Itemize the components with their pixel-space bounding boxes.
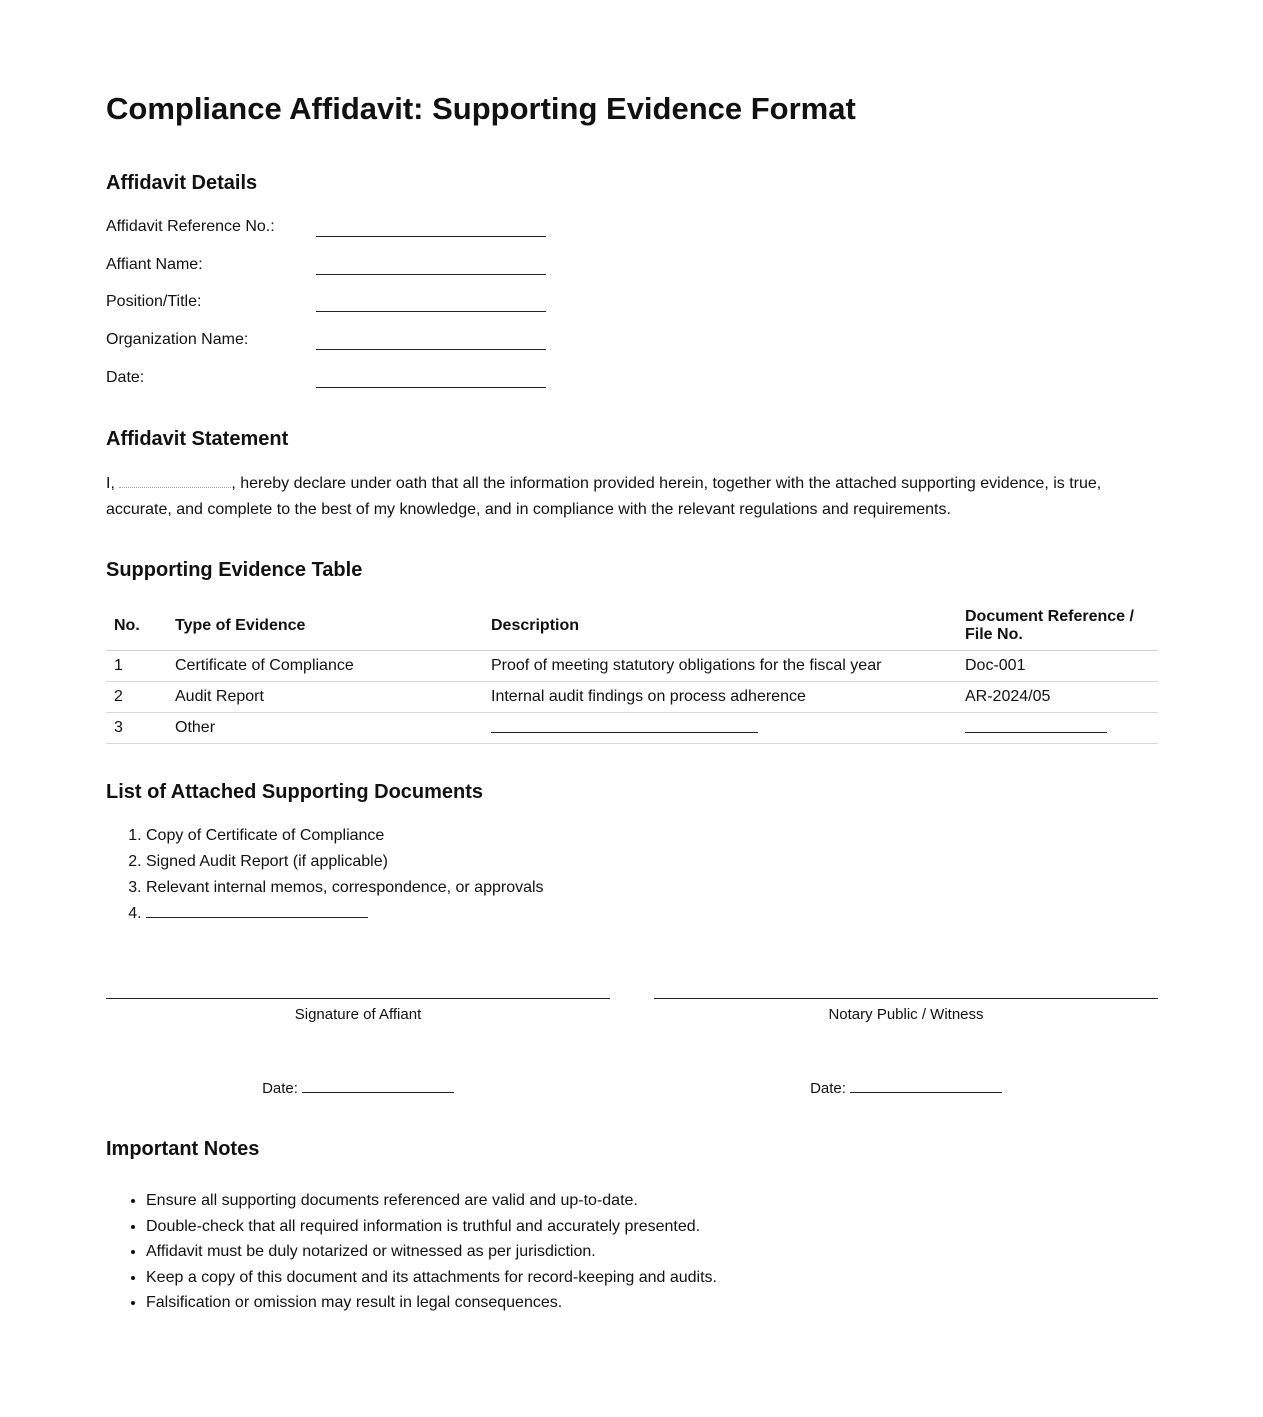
list-item: • Double-check that all required information is truthful and accurately presented.	[146, 1214, 717, 1240]
attached-documents-heading: List of Attached Supporting Documents	[106, 781, 484, 803]
description-blank[interactable]	[491, 718, 758, 733]
list-item	[146, 901, 544, 927]
field-label: Position/Title:	[106, 293, 202, 310]
witness-date-blank[interactable]	[850, 1079, 1002, 1093]
date-label: Date:	[262, 1080, 298, 1097]
column-header-no: No.	[106, 604, 167, 651]
position-title-blank[interactable]	[316, 311, 546, 312]
list-item: 3. Relevant internal memos, correspondence, or approvals	[146, 875, 544, 901]
column-header-description: Description	[483, 604, 957, 651]
statement-prefix: I,	[106, 475, 115, 492]
witness-date	[654, 1079, 1158, 1098]
field-organization-name	[106, 330, 566, 354]
cell-type: Certificate of Compliance	[167, 651, 483, 682]
field-date	[106, 368, 566, 392]
field-label: Affidavit Reference No.:	[106, 218, 275, 235]
table-row	[106, 713, 1158, 744]
field-affiant-name	[106, 255, 566, 279]
table-row	[106, 651, 1158, 682]
witness-signature-block	[654, 998, 1158, 1108]
field-label: Organization Name:	[106, 331, 249, 348]
table-row	[106, 682, 1158, 713]
affiant-signature-block	[106, 998, 610, 1108]
affiant-date-blank[interactable]	[302, 1079, 454, 1093]
affiant-name-inline-blank[interactable]	[119, 473, 231, 488]
evidence-table	[106, 604, 1158, 744]
page-title: Compliance Affidavit: Supporting Evidence Format	[106, 91, 856, 126]
reference-blank[interactable]	[965, 718, 1107, 733]
affidavit-statement	[106, 471, 1126, 523]
attached-documents-list	[106, 823, 544, 927]
field-position-title	[106, 292, 566, 316]
witness-signature-caption: Notary Public / Witness	[828, 1006, 984, 1023]
list-item: • Falsification or omission may result in legal consequences.	[146, 1290, 717, 1316]
statement-text: , hereby declare under oath that all the information provided herein, together with the attached supporting evidence, is true, accurate, and complete to the best of my knowledge, and in compliance with the relevant regulations and requirements.	[106, 475, 1102, 518]
table-header-row	[106, 604, 1158, 651]
organization-name-blank[interactable]	[316, 349, 546, 350]
date-blank[interactable]	[316, 387, 546, 388]
affidavit-page	[106, 0, 1158, 1311]
affiant-signature-caption: Signature of Affiant	[294, 1006, 422, 1023]
statement-heading: Affidavit Statement	[106, 428, 289, 450]
notes-list	[106, 1188, 717, 1316]
field-label: Affiant Name:	[106, 256, 203, 273]
cell-no: 2	[106, 682, 167, 713]
list-item: • Affidavit must be duly notarized or witnessed as per jurisdiction.	[146, 1239, 717, 1265]
cell-type: Other	[167, 713, 483, 744]
reference-no-blank[interactable]	[316, 236, 546, 237]
date-label: Date:	[810, 1080, 846, 1097]
cell-reference: Doc-001	[957, 651, 1158, 682]
affiant-signature-line[interactable]	[106, 998, 610, 999]
cell-reference: AR-2024/05	[957, 682, 1158, 713]
cell-description	[483, 713, 957, 744]
cell-description: Proof of meeting statutory obligations for the fiscal year	[483, 651, 957, 682]
cell-reference	[957, 713, 1158, 744]
list-item: • Keep a copy of this document and its attachments for record-keeping and audits.	[146, 1265, 717, 1291]
column-header-type: Type of Evidence	[167, 604, 483, 651]
cell-no: 3	[106, 713, 167, 744]
cell-no: 1	[106, 651, 167, 682]
affiant-date	[106, 1079, 610, 1098]
cell-description: Internal audit findings on process adherence	[483, 682, 957, 713]
field-label: Date:	[106, 369, 145, 386]
list-item: • Ensure all supporting documents referenced are valid and up-to-date.	[146, 1188, 717, 1214]
column-header-reference: Document Reference / File No.	[957, 604, 1158, 651]
notes-heading: Important Notes	[106, 1138, 260, 1160]
document-blank[interactable]	[146, 903, 368, 918]
witness-signature-line[interactable]	[654, 998, 1158, 999]
details-heading: Affidavit Details	[106, 172, 258, 194]
cell-type: Audit Report	[167, 682, 483, 713]
affiant-name-blank[interactable]	[316, 274, 546, 275]
evidence-heading: Supporting Evidence Table	[106, 559, 363, 581]
list-item: 2. Signed Audit Report (if applicable)	[146, 849, 544, 875]
field-reference-no	[106, 217, 566, 241]
list-item: 1. Copy of Certificate of Compliance	[146, 823, 544, 849]
